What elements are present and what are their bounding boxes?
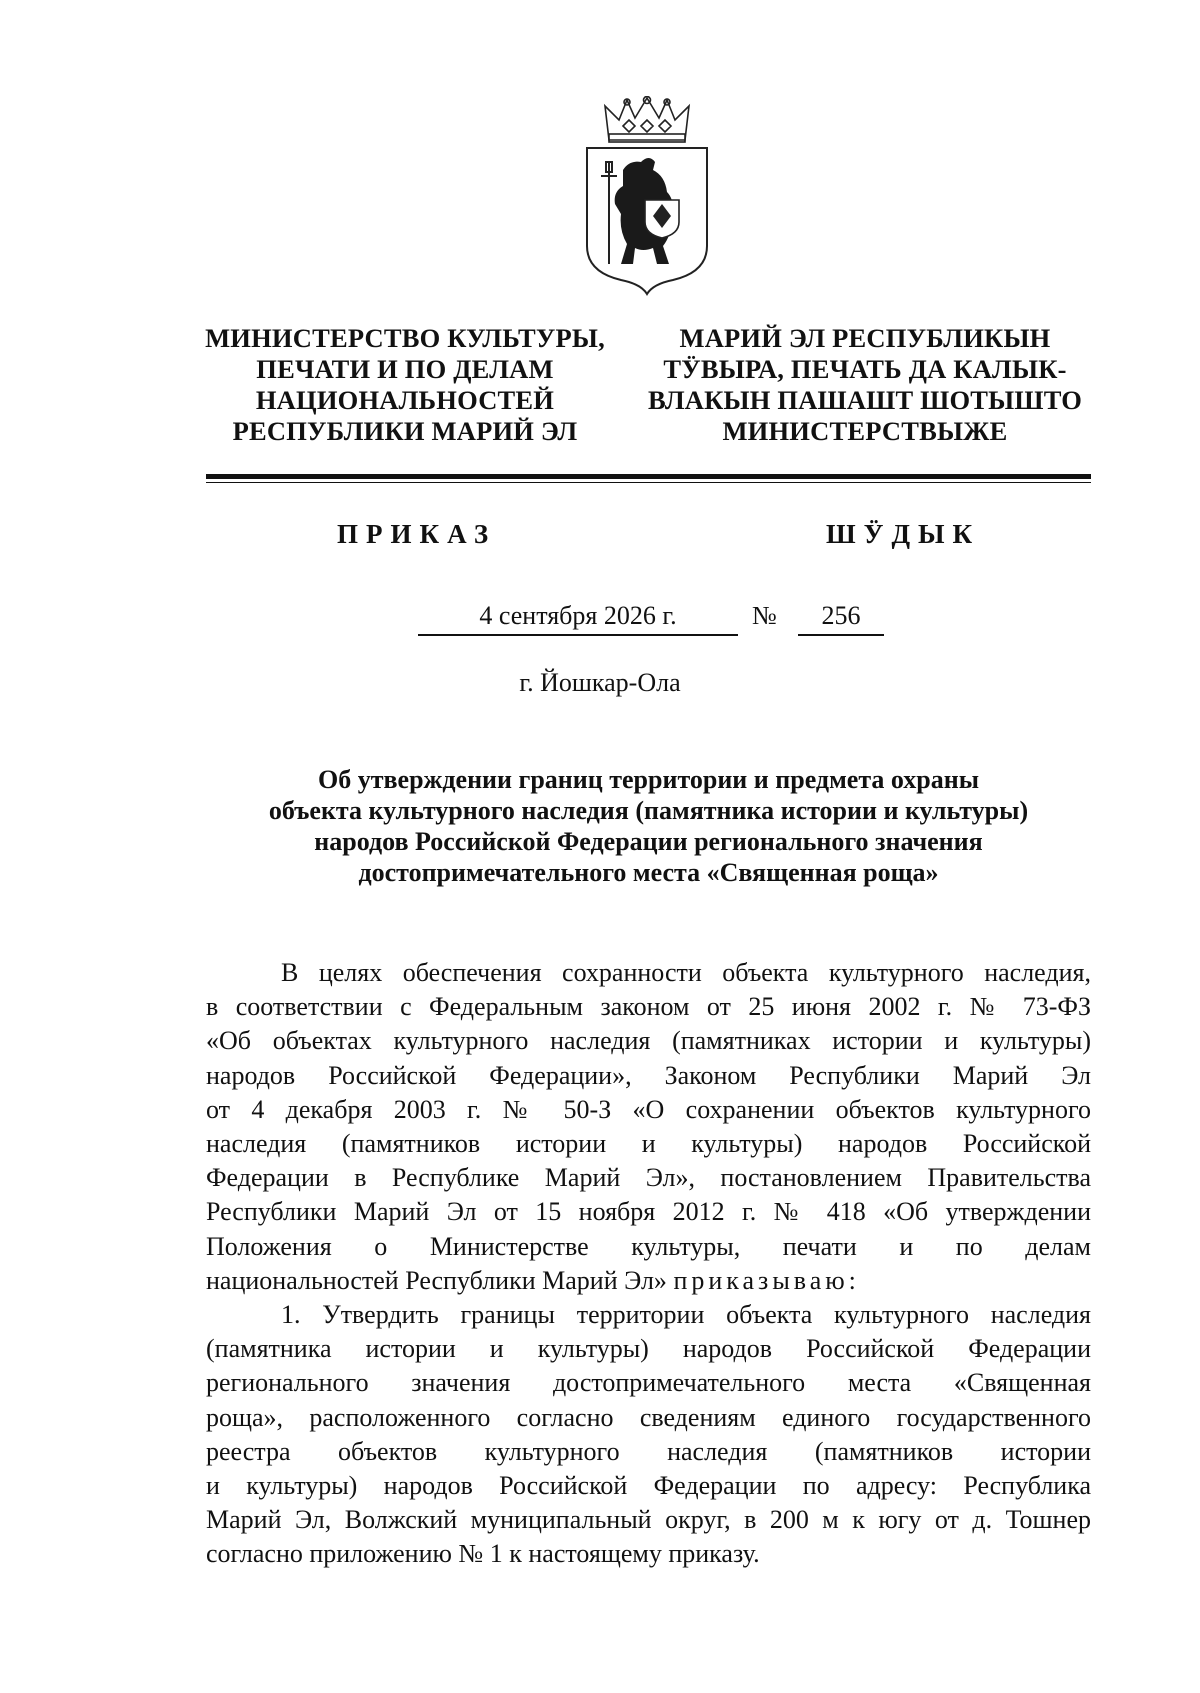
ministry-mari-line: ТӰВЫРА, ПЕЧАТЬ ДА КАЛЫК- — [663, 354, 1067, 384]
body-line — [206, 1264, 1091, 1298]
body-line: Республики Марий Эл от 15 ноября 2012 г. № 418 «Об утверждении — [206, 1197, 1091, 1227]
crown-icon — [605, 97, 689, 143]
ministry-ru-line: ПЕЧАТИ И ПО ДЕЛАМ — [256, 354, 554, 384]
body-line: народов Российской Федерации», Законом Республики Марий Эл — [206, 1060, 1091, 1090]
ministry-mari-line: ВЛАКЫН ПАШАШТ ШОТЫШТО — [647, 385, 1083, 415]
header-divider-thick — [206, 474, 1091, 479]
sword-icon — [601, 162, 617, 264]
body-line-prefix: национальностей Республики Марий Эл» — [206, 1265, 667, 1295]
number-underline — [798, 634, 884, 636]
body-line: 1. Утвердить границы территории объекта культурного наследия — [281, 1300, 1091, 1330]
ministry-name-russian — [180, 323, 630, 447]
ministry-ru-line: НАЦИОНАЛЬНОСТЕЙ — [255, 385, 555, 415]
document-body — [206, 956, 1091, 1572]
title-line: достопримечательного места «Священная роща» — [358, 858, 939, 887]
ministry-mari-line: МИНИСТЕРСТВЫЖЕ — [722, 416, 1008, 446]
ministry-name-mari — [640, 323, 1090, 447]
ornament-shield-icon — [645, 200, 679, 238]
ministry-ru-line: РЕСПУБЛИКИ МАРИЙ ЭЛ — [232, 416, 578, 446]
body-line: реестра объектов культурного наследия (памятников истории — [206, 1436, 1091, 1466]
order-word-mari: ШӰДЫК — [826, 519, 981, 549]
order-number: 256 — [821, 601, 861, 630]
body-line: (памятника истории и культуры) народов Российской Федерации — [206, 1334, 1091, 1364]
body-line: в соответствии с Федеральным законом от 25 июня 2002 г. № 73-ФЗ — [206, 992, 1091, 1022]
coat-of-arms-emblem — [583, 96, 711, 296]
ministry-ru-line: МИНИСТЕРСТВО КУЛЬТУРЫ, — [205, 323, 605, 353]
title-line: объекта культурного наследия (памятника истории и культуры) — [268, 796, 1029, 825]
body-line: В целях обеспечения сохранности объекта культурного наследия, — [281, 958, 1091, 987]
body-line: Марий Эл, Волжский муниципальный округ, в 200 м к югу от д. Тошнер — [206, 1505, 1091, 1535]
document-title — [206, 764, 1091, 888]
order-date: 4 сентября 2026 г. — [479, 601, 677, 630]
body-line: наследия (памятников истории и культуры) народов Российской — [206, 1129, 1091, 1159]
order-word-russian: ПРИКАЗ — [337, 519, 497, 549]
date-underline — [418, 634, 738, 636]
body-line: и культуры) народов Российской Федерации по адресу: Республика — [206, 1471, 1091, 1501]
body-line: роща», расположенного согласно сведениям единого государственного — [206, 1402, 1091, 1432]
title-line: народов Российской Федерации регионального значения — [314, 827, 983, 856]
title-line: Об утверждении границ территории и предмета охраны — [318, 765, 979, 794]
body-line: согласно приложению № 1 к настоящему приказу. — [206, 1539, 760, 1569]
body-line: от 4 декабря 2003 г. № 50-З «О сохранении объектов культурного — [206, 1094, 1091, 1124]
city-name: г. Йошкар-Ола — [519, 668, 681, 697]
body-line: регионального значения достопримечательного места «Священная — [206, 1368, 1091, 1398]
order-directive: приказываю: — [673, 1265, 860, 1295]
number-sign: № — [752, 601, 777, 630]
body-line: «Об объектах культурного наследия (памятниках истории и культуры) — [206, 1026, 1091, 1056]
body-line: Положения о Министерстве культуры, печати и по делам — [206, 1231, 1091, 1261]
header-divider-thin — [206, 482, 1091, 483]
body-line: Федерации в Республике Марий Эл», постановлением Правительства — [206, 1163, 1091, 1193]
ministry-mari-line: МАРИЙ ЭЛ РЕСПУБЛИКЫН — [679, 323, 1051, 353]
